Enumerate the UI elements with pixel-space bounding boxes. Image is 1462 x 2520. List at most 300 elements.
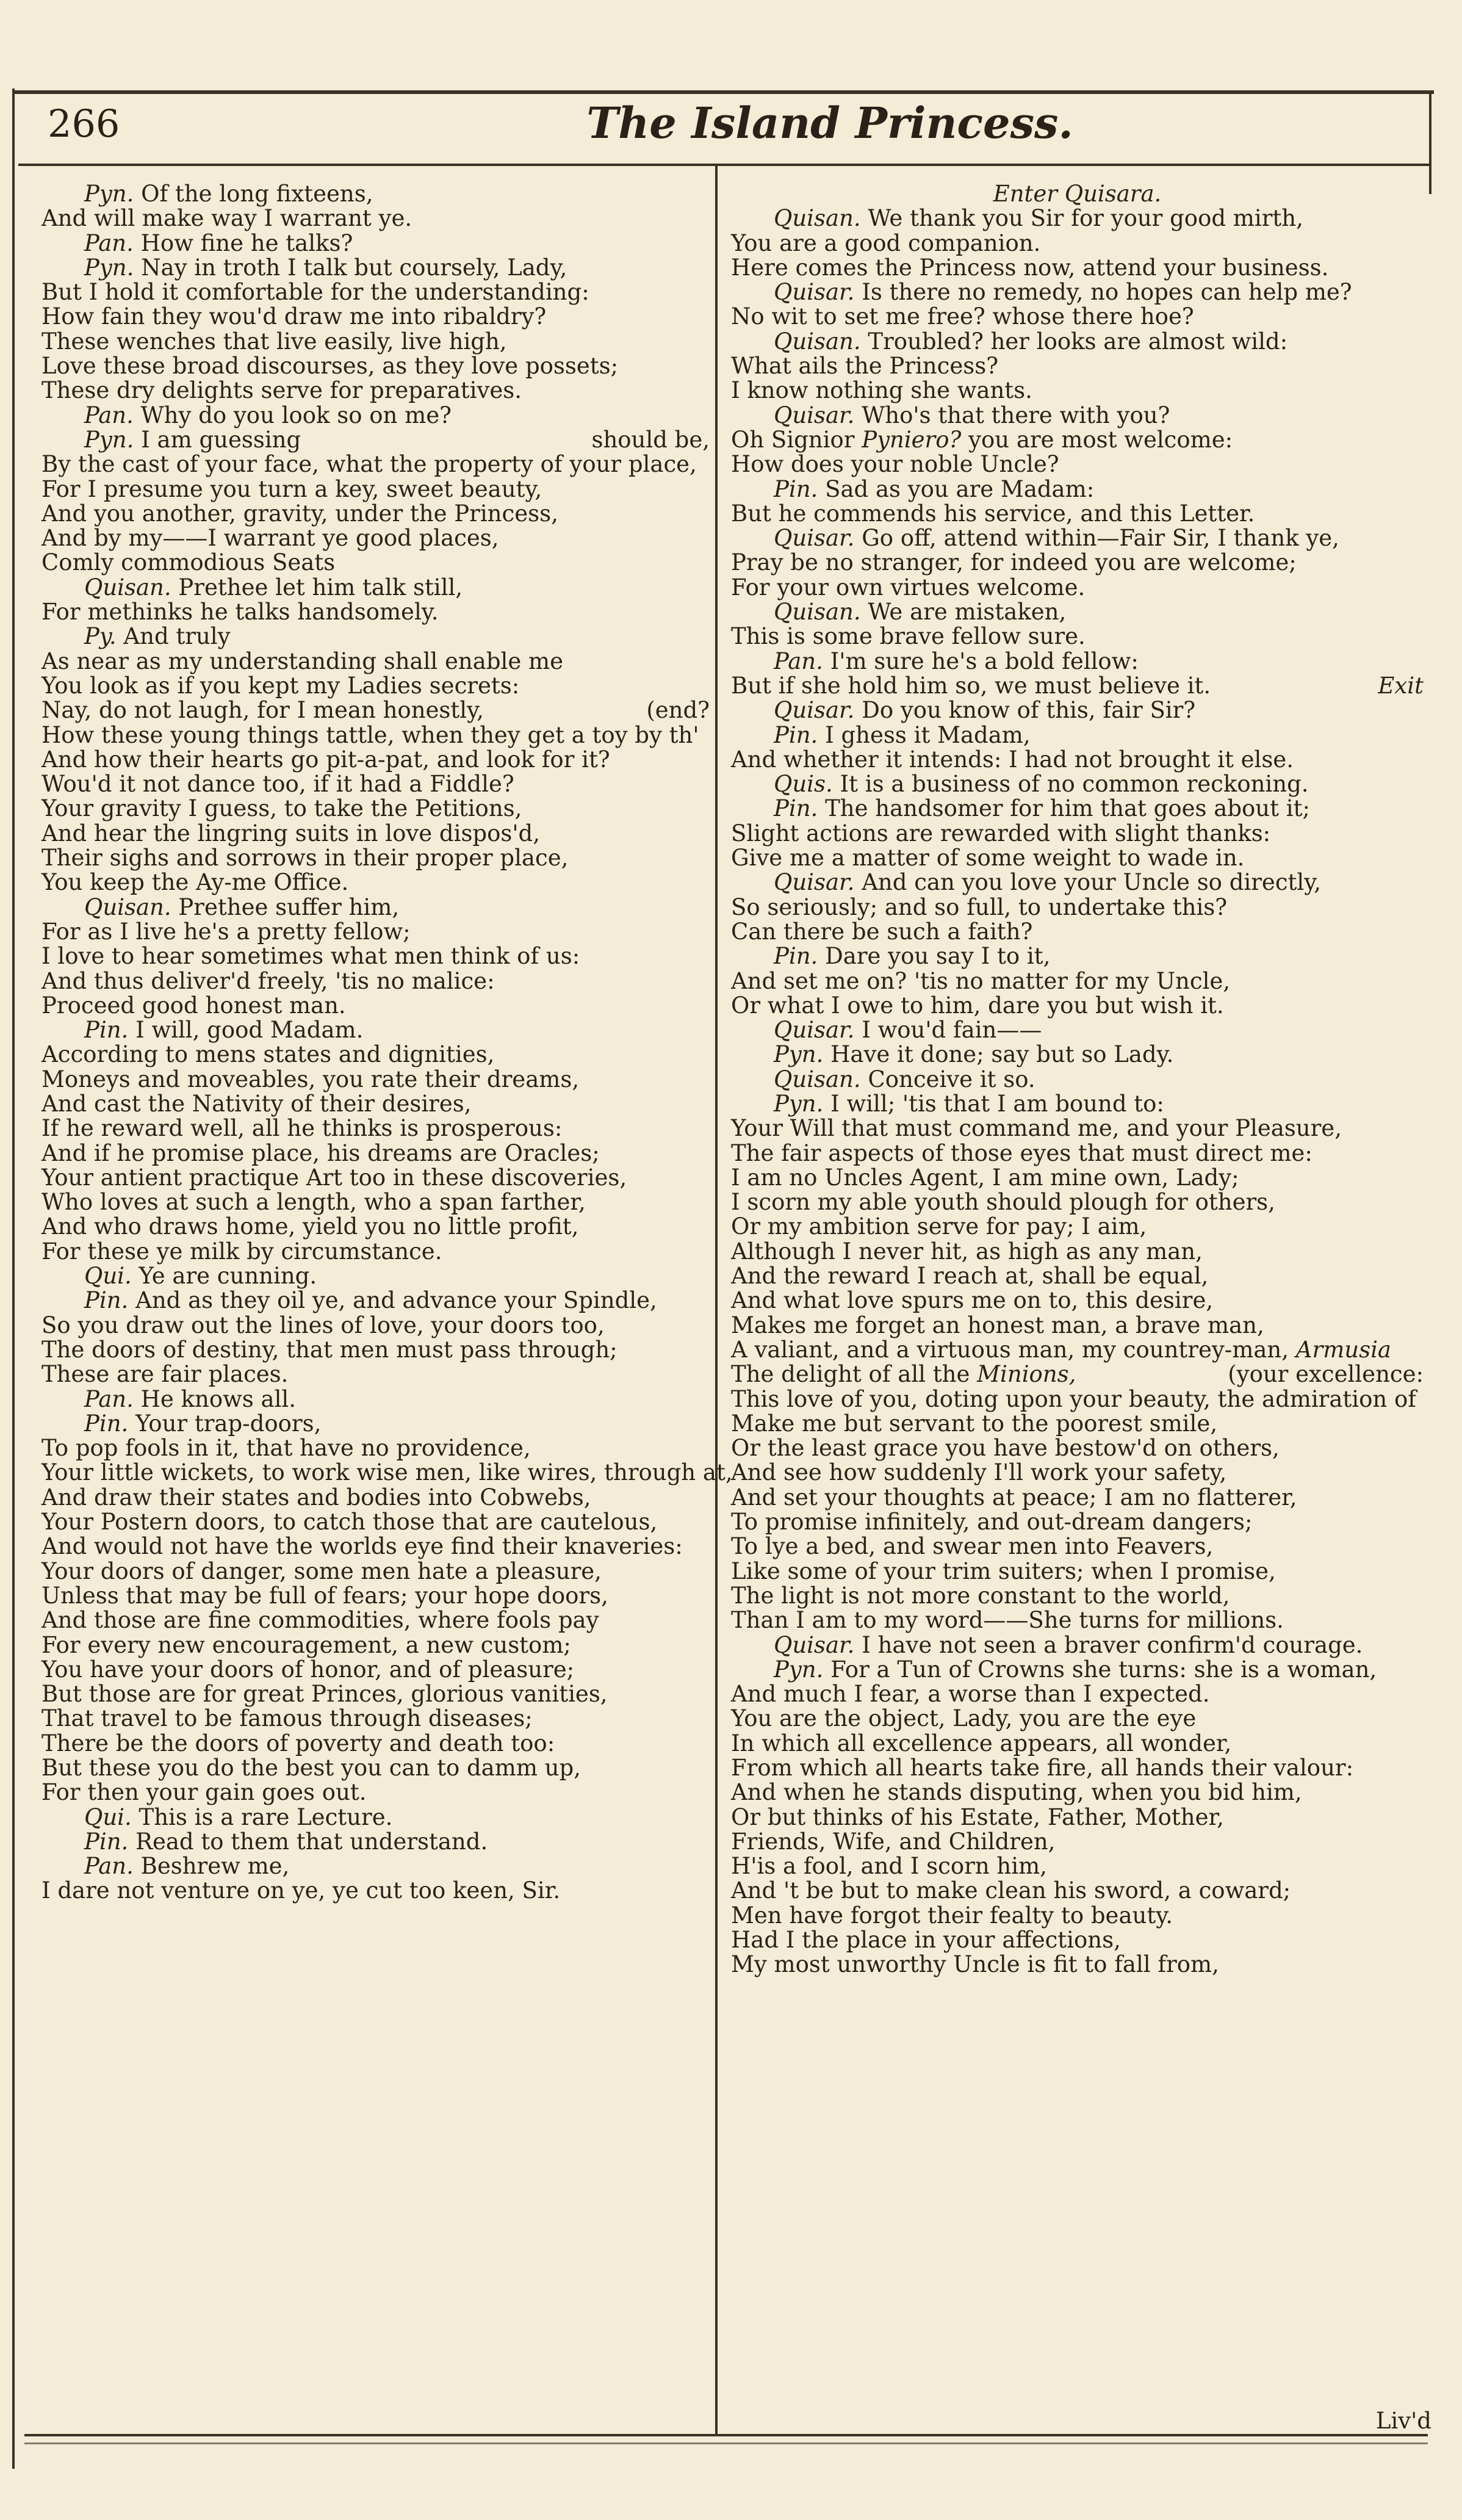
verse-line: [731, 1952, 1424, 1977]
line-text: Can there be such a faith?: [731, 918, 1033, 945]
line-text: My most unworthy Uncle is fit to fall from,: [731, 1951, 1219, 1978]
speaker-prefix: Pin.: [774, 475, 818, 502]
line-text: What ails the Princess?: [731, 353, 999, 380]
verse-line: [41, 1534, 710, 1559]
line-text: Had I the place in your affections,: [731, 1927, 1121, 1954]
verse-line: [41, 1240, 710, 1264]
verse-line: [41, 1658, 710, 1682]
line-text: By the cast of your face, what the property of your place,: [41, 451, 697, 478]
line-text: For a Tun of Crowns she turns: she is a woman,: [830, 1656, 1377, 1683]
speech-line: [41, 1830, 710, 1854]
speech-line: [41, 182, 710, 206]
verse-line: [41, 772, 710, 796]
verse-line: [731, 231, 1424, 256]
verse-line: [41, 206, 710, 231]
line-text: And thus deliver'd freely, 'tis no malice:: [41, 967, 495, 994]
right-column: [731, 182, 1424, 1977]
verse-line: [731, 1682, 1424, 1706]
speech-line: [731, 1042, 1424, 1067]
line-text: And if he promise place, his dreams are Oracles;: [41, 1139, 600, 1166]
line-text: Give me a matter of some weight to wade in.: [731, 845, 1245, 872]
line-text: How fine he talks?: [140, 229, 353, 256]
line-text: I wou'd fain——: [862, 1017, 1042, 1044]
verse-line: [731, 1830, 1424, 1854]
speaker-prefix: Pin.: [84, 1410, 129, 1437]
line-text: But he commends his service, and this Letter.: [731, 500, 1255, 527]
speech-line: [731, 477, 1424, 502]
verse-line: [41, 994, 710, 1018]
verse-line: [731, 1240, 1424, 1264]
speaker-prefix: Quisan.: [774, 205, 861, 232]
speaker-prefix: Pan.: [84, 402, 134, 428]
verse-line: [41, 280, 710, 305]
line-text: To lye a bed, and swear men into Feavers,: [731, 1533, 1214, 1560]
speech-line: [41, 256, 710, 280]
line-text: And set me on? 'tis no matter for my Uncle,: [731, 967, 1231, 994]
verse-line: [731, 1805, 1424, 1830]
page-number: 266: [48, 101, 120, 146]
line-text: How fain they wou'd draw me into ribaldry?: [41, 303, 547, 330]
verse-line: [731, 1510, 1424, 1534]
speaker-prefix: Pin.: [84, 1017, 129, 1044]
speaker-prefix: Quisar.: [774, 869, 855, 896]
speech-line: [731, 280, 1424, 305]
speaker-prefix: Quisan.: [84, 574, 171, 601]
verse-line: [731, 1879, 1424, 1903]
line-text: And when he stands disputing, when you bid him,: [731, 1779, 1302, 1806]
verse-line: [731, 624, 1424, 649]
line-text: And truly: [123, 623, 231, 650]
line-text: I am no Uncles Agent, I am mine own, Lady;: [731, 1164, 1239, 1191]
line-text: We are mistaken,: [868, 599, 1067, 626]
verse-line: [731, 1412, 1424, 1436]
exit-direction: Exit: [1378, 672, 1424, 699]
verse-line: [731, 1486, 1424, 1510]
speaker-prefix: Pyn.: [84, 426, 134, 453]
stage-direction-text: Enter Quisara.: [993, 181, 1162, 207]
line-text: He knows all.: [140, 1385, 297, 1412]
verse-line: [41, 1459, 733, 1486]
line-text: Like some of your trim suiters; when I promise,: [731, 1558, 1276, 1584]
line-text: Nay in troth I talk but coursely, Lady,: [141, 254, 567, 281]
verse-line: [731, 1215, 1424, 1239]
line-text: Here comes the Princess now, attend your business.: [731, 254, 1329, 281]
speaker-prefix: Quisar.: [774, 525, 855, 552]
verse-line: [41, 305, 710, 329]
line-text: Who's that there with you?: [862, 402, 1170, 428]
verse-line: [41, 526, 710, 551]
verse-line: [731, 354, 1424, 378]
line-text: And see how suddenly I'll work your safety,: [731, 1459, 1227, 1486]
speech-line: [41, 1387, 710, 1412]
line-text: Prethee let him talk still,: [178, 574, 463, 601]
line-text: You look as if you kept my Ladies secrets:: [41, 672, 520, 699]
speech-line: [731, 870, 1424, 895]
speech-line: [41, 1805, 710, 1830]
verse-line: [41, 1313, 710, 1338]
header-rule: [18, 164, 1431, 166]
speaker-prefix: Pan.: [84, 229, 134, 256]
speaker-prefix: Quisan.: [84, 894, 171, 920]
verse-line: [41, 1879, 710, 1903]
line-text: But these you do the best you can to damm up,: [41, 1755, 581, 1781]
line-text: Sad as you are Madam:: [825, 475, 1095, 502]
verse-line: [731, 1608, 1424, 1633]
line-text: So seriously; and so full, to undertake this?: [731, 894, 1228, 920]
line-text: And how their hearts go pit-a-pat, and look for it?: [41, 746, 610, 773]
verse-line: [731, 1756, 1424, 1780]
line-text: According to mens states and dignities,: [41, 1041, 495, 1068]
line-text: And will make way I warrant ye.: [41, 205, 412, 232]
line-text: These dry delights serve for preparatives.: [41, 377, 522, 404]
speaker-prefix: Quisar.: [774, 402, 855, 428]
line-text: How these young things tattle, when they get a toy by th': [41, 721, 699, 748]
line-text: Friends, Wife, and Children,: [731, 1828, 1056, 1855]
speaker-prefix: Qui.: [84, 1263, 132, 1290]
stage-direction: [731, 182, 1424, 206]
line-text: You have your doors of honor, and of pleasure;: [41, 1656, 575, 1683]
line-text: To pop fools in it, that have no providence,: [41, 1435, 531, 1462]
verse-line: [41, 748, 710, 772]
speech-line: [731, 1067, 1424, 1092]
line-text: Unless that may be full of fears; your hope doors,: [41, 1582, 608, 1609]
line-text: And you another, gravity, under the Princess,: [41, 500, 558, 527]
line-text: And what love spurs me on to, this desire,: [731, 1287, 1214, 1314]
verse-line: [731, 1460, 1424, 1485]
speaker-prefix: Quisar.: [774, 697, 855, 724]
verse-line: [41, 1215, 710, 1239]
line-text: Makes me forget an honest man, a brave man,: [731, 1312, 1264, 1338]
speaker-prefix: Pyn.: [84, 181, 134, 207]
line-text: Your little wickets, to work wise men, like wires, through at,: [41, 1459, 733, 1486]
verse-line: [41, 378, 710, 403]
verse-line: [41, 1731, 710, 1756]
verse-line: [41, 1510, 710, 1534]
verse-line: [41, 600, 710, 624]
verse-line: [731, 1780, 1424, 1805]
line-text: It is a business of no common reckoning.: [840, 771, 1309, 798]
line-text: Than I am to my word——She turns for millions.: [731, 1607, 1284, 1634]
verse-line: [41, 698, 710, 723]
speaker-prefix: Quisan.: [774, 599, 861, 626]
verse-line: [731, 551, 1424, 575]
verse-line: [41, 1780, 710, 1805]
speaker-prefix: Pin.: [84, 1287, 129, 1314]
line-text: Go off, attend within—Fair Sir, I thank ye,: [862, 525, 1339, 552]
line-text: But if she hold him so, we must believe it.: [731, 672, 1211, 699]
verse-line: [41, 354, 710, 378]
verse-line: [41, 1559, 710, 1584]
verse-line: [731, 1436, 1424, 1460]
line-text: To promise infinitely, and out-dream dangers;: [731, 1509, 1253, 1536]
line-text: These are fair places.: [41, 1361, 289, 1388]
line-text: Your antient practique Art too in these discoveries,: [41, 1164, 627, 1191]
line-text: From which all hearts take fire, all hands their valour:: [731, 1755, 1354, 1781]
line-text: For then your gain goes out.: [41, 1779, 367, 1806]
line-text: H'is a fool, and I scorn him,: [731, 1853, 1047, 1880]
speaker-prefix: Pan.: [84, 1385, 134, 1412]
speech-line: [731, 403, 1424, 428]
verse-line: [731, 1928, 1424, 1952]
speech-line: [731, 600, 1424, 624]
verse-line: [41, 330, 710, 354]
verse-line: [41, 1608, 710, 1633]
line-text: No wit to set me free? whose there hoe?: [731, 303, 1194, 330]
verse-line: [731, 821, 1424, 846]
line-text: We thank you Sir for your good mirth,: [868, 205, 1303, 232]
speaker-prefix: Pyn.: [774, 1656, 824, 1683]
verse-line: [731, 1559, 1424, 1584]
line-text: There be the doors of poverty and death too:: [41, 1730, 555, 1756]
speech-line: [731, 723, 1424, 748]
line-text: Moneys and moveables, you rate their dreams,: [41, 1066, 580, 1092]
verse-line: [41, 920, 710, 944]
line-text: For methinks he talks handsomely.: [41, 599, 439, 626]
speaker-prefix: Pin.: [774, 795, 818, 822]
line-text: But I hold it comfortable for the understanding:: [41, 279, 589, 306]
line-text: I love to hear sometimes what men think of us:: [41, 943, 580, 970]
line-text: And by my——I warrant ye good places,: [41, 525, 499, 552]
line-text: Read to them that understand.: [135, 1828, 488, 1855]
line-text: You are the object, Lady, you are the eye: [731, 1705, 1197, 1732]
speech-line: [731, 1018, 1424, 1042]
verse-line: [41, 1166, 710, 1190]
speaker-prefix: Quisar.: [774, 1631, 855, 1658]
verse-line: [731, 1362, 1424, 1387]
line-text: Or the least grace you have bestow'd on others,: [731, 1435, 1280, 1462]
line-text: A valiant, and a virtuous man, my countrey-man, Armusia: [731, 1336, 1391, 1363]
line-text: For I presume you turn a key, sweet beauty,: [41, 475, 542, 502]
verse-line: [41, 870, 710, 895]
speaker-prefix: Pin.: [774, 721, 818, 748]
bottom-rule-secondary: [24, 2442, 1428, 2444]
verse-line: [731, 1288, 1424, 1313]
verse-line: [731, 256, 1424, 280]
line-text: For your own virtues welcome.: [731, 574, 1086, 601]
verse-line: [41, 796, 710, 821]
speaker-prefix: Quisar.: [774, 1017, 855, 1044]
verse-line: [41, 723, 710, 748]
line-text: The fair aspects of those eyes that must direct me:: [731, 1139, 1313, 1166]
line-text: The doors of destiny, that men must pass through;: [41, 1336, 618, 1363]
speech-line: [731, 1633, 1424, 1658]
verse-line: [731, 1584, 1424, 1608]
line-text: And hear the lingring suits in love dispos'd,: [41, 820, 540, 847]
line-text: Your gravity I guess, to take the Petitions,: [41, 795, 522, 822]
line-text: I dare not venture on ye, ye cut too keen, Sir.: [41, 1877, 561, 1904]
line-text: So you draw out the lines of love, your doors too,: [41, 1312, 605, 1338]
line-text: For every new encouragement, a new custom;: [41, 1631, 571, 1658]
verse-line: [731, 1338, 1424, 1362]
line-text: Men have forgot their fealty to beauty.: [731, 1902, 1173, 1929]
line-text: Why do you look so on me?: [140, 402, 452, 428]
speech-line: [41, 1288, 710, 1313]
speech-line: [41, 403, 710, 428]
verse-line: [731, 1387, 1424, 1412]
line-text: Or my ambition serve for pay; I aim,: [731, 1213, 1147, 1240]
line-text: I scorn my able youth should plough for others,: [731, 1189, 1275, 1216]
speaker-prefix: Pyn.: [84, 254, 134, 281]
line-text: Your Will that must command me, and your Pleasure,: [731, 1115, 1342, 1142]
verse-line: [41, 1338, 710, 1362]
line-text: How does your noble Uncle?: [731, 451, 1059, 478]
verse-line: [41, 969, 710, 994]
verse-line: [731, 920, 1424, 944]
line-text: Slight actions are rewarded with slight thanks:: [731, 820, 1271, 847]
line-text: And whether it intends: I had not brought it else.: [731, 746, 1294, 773]
line-text: That travel to be famous through diseases;: [41, 1705, 533, 1732]
speaker-prefix: Pan.: [84, 1853, 134, 1880]
line-text: Or but thinks of his Estate, Father, Mother,: [731, 1803, 1224, 1830]
line-text: This love of you, doting upon your beauty, the admiration of: [731, 1385, 1416, 1412]
line-text: Make me but servant to the poorest smile,: [731, 1410, 1217, 1437]
verse-line: [41, 1067, 710, 1092]
speaker-prefix: Pin.: [84, 1828, 129, 1855]
line-text: Do you know of this, fair Sir?: [862, 697, 1196, 724]
speech-line: [731, 796, 1424, 821]
verse-line: [731, 895, 1424, 920]
verse-line: [41, 1682, 710, 1706]
verse-line: [731, 1313, 1424, 1338]
verse-line: [731, 1166, 1424, 1190]
speaker-prefix: Pin.: [774, 943, 818, 970]
line-text: And 't be but to make clean his sword, a coward;: [731, 1877, 1291, 1904]
speaker-prefix: Quisan.: [774, 1066, 861, 1092]
line-text: I'm sure he's a bold fellow:: [830, 648, 1139, 674]
speech-line: [41, 1018, 710, 1042]
speech-line: [731, 206, 1424, 231]
line-text: This is some brave fellow sure.: [731, 623, 1086, 650]
speaker-prefix: Pyn.: [774, 1041, 824, 1068]
line-text: Oh Signior Pyniero? you are most welcome:: [731, 426, 1233, 453]
verse-line: [41, 477, 710, 502]
verse-line: [731, 305, 1424, 329]
speech-line: [41, 1412, 710, 1436]
speaker-prefix: Quis.: [774, 771, 833, 798]
line-text: And can you love your Uncle so directly,: [862, 869, 1321, 896]
speaker-prefix: Quisar.: [774, 279, 855, 306]
column-divider: [715, 165, 718, 2435]
line-text: For these ye milk by circumstance.: [41, 1238, 442, 1265]
line-text: But those are for great Princes, glorious vanities,: [41, 1681, 608, 1708]
line-text: Your doors of danger, some men hate a pleasure,: [41, 1558, 602, 1584]
speaker-prefix: Py.: [84, 623, 117, 650]
line-text: Wou'd it not dance too, if it had a Fiddle?: [41, 771, 514, 798]
verse-line: [731, 1190, 1424, 1215]
verse-line: [41, 452, 710, 477]
line-text: Prethee suffer him,: [178, 894, 400, 920]
line-text: And would not have the worlds eye find their knaveries:: [41, 1533, 683, 1560]
line-text: Dare you say I to it,: [825, 943, 1051, 970]
line-end-text: (your excellence:: [1228, 1361, 1424, 1388]
verse-line: [41, 1706, 710, 1731]
line-text: Who loves at such a length, who a span farther,: [41, 1189, 586, 1216]
speech-line: [731, 526, 1424, 551]
verse-line: [41, 1190, 710, 1215]
speech-line: [41, 428, 710, 452]
line-text: For as I live he's a pretty fellow;: [41, 918, 411, 945]
verse-line: [731, 1706, 1424, 1731]
line-text: And cast the Nativity of their desires,: [41, 1090, 472, 1117]
line-text: And the reward I reach at, shall be equal,: [731, 1263, 1209, 1290]
speech-line: [41, 1264, 710, 1288]
verse-line: [731, 1854, 1424, 1879]
verse-line: [731, 1731, 1424, 1756]
verse-line: [41, 502, 710, 526]
verse-line: [731, 1116, 1424, 1141]
verse-line: [731, 502, 1424, 526]
speaker-prefix: Qui.: [84, 1803, 132, 1830]
verse-line: [731, 969, 1424, 994]
line-text: Conceive it so.: [868, 1066, 1035, 1092]
bottom-rule: [24, 2434, 1428, 2436]
verse-line: [41, 1756, 710, 1780]
verse-line: [41, 1362, 710, 1387]
verse-line: [41, 649, 710, 674]
line-text: Nay, do not laugh, for I mean honestly,: [41, 697, 484, 724]
line-text: Your trap-doors,: [135, 1410, 322, 1437]
verse-line: [731, 1264, 1424, 1288]
line-text: As near as my understanding shall enable me: [41, 648, 563, 674]
line-text: Although I never hit, as high as any man,: [731, 1238, 1203, 1265]
speech-line: [41, 576, 710, 600]
line-text: And those are fine commodities, where fools pay: [41, 1607, 599, 1634]
line-text: And much I fear, a worse than I expected.: [731, 1681, 1210, 1708]
catchword: Liv'd: [1375, 2408, 1431, 2434]
verse-line: [41, 1042, 710, 1067]
line-text: And set your thoughts at peace; I am no flatterer,: [731, 1484, 1297, 1511]
speech-line: [41, 624, 710, 649]
verse-line: [41, 674, 710, 698]
verse-line: [41, 944, 710, 969]
line-text: And as they oil ye, and advance your Spindle,: [135, 1287, 657, 1314]
line-text: This is a rare Lecture.: [139, 1803, 393, 1830]
verse-line: [731, 994, 1424, 1018]
verse-line: [41, 551, 710, 575]
line-text: The light is not more constant to the world,: [731, 1582, 1230, 1609]
speaker-prefix: Pan.: [774, 648, 823, 674]
verse-line: [731, 452, 1424, 477]
line-text: And who draws home, yield you no little profit,: [41, 1213, 579, 1240]
speaker-prefix: Pyn.: [774, 1090, 824, 1117]
line-text: I have not seen a braver confirm'd courage.: [862, 1631, 1363, 1658]
line-text: Proceed good honest man.: [41, 992, 346, 1019]
verse-line: [41, 1092, 710, 1116]
line-text: Comly commodious Seats: [41, 549, 336, 576]
line-text: Your Postern doors, to catch those that are cautelous,: [41, 1509, 658, 1536]
verse-line: [731, 1534, 1424, 1559]
verse-line: [731, 378, 1424, 403]
verse-line: [731, 846, 1424, 870]
verse-line: [41, 1436, 710, 1460]
line-text: These wenches that live easily, live high,: [41, 328, 507, 355]
line-text: Of the long fixteens,: [141, 181, 373, 207]
speaker-prefix: Quisan.: [774, 328, 861, 355]
line-text: Ye are cunning.: [139, 1263, 317, 1290]
speech-line: [731, 1092, 1424, 1116]
line-text: I am guessing: [141, 426, 301, 453]
verse-line: [41, 1633, 710, 1658]
line-text: I will, good Madam.: [135, 1017, 364, 1044]
line-text: Troubled? her looks are almost wild:: [868, 328, 1288, 355]
speech-line: [731, 772, 1424, 796]
running-title: The Island Princess.: [586, 98, 1073, 148]
verse-line: [41, 821, 710, 846]
line-text: Beshrew me,: [140, 1853, 290, 1880]
line-text: If he reward well, all he thinks is prosperous:: [41, 1115, 563, 1142]
speech-line: [731, 698, 1424, 723]
line-text: The handsomer for him that goes about it;: [825, 795, 1310, 822]
